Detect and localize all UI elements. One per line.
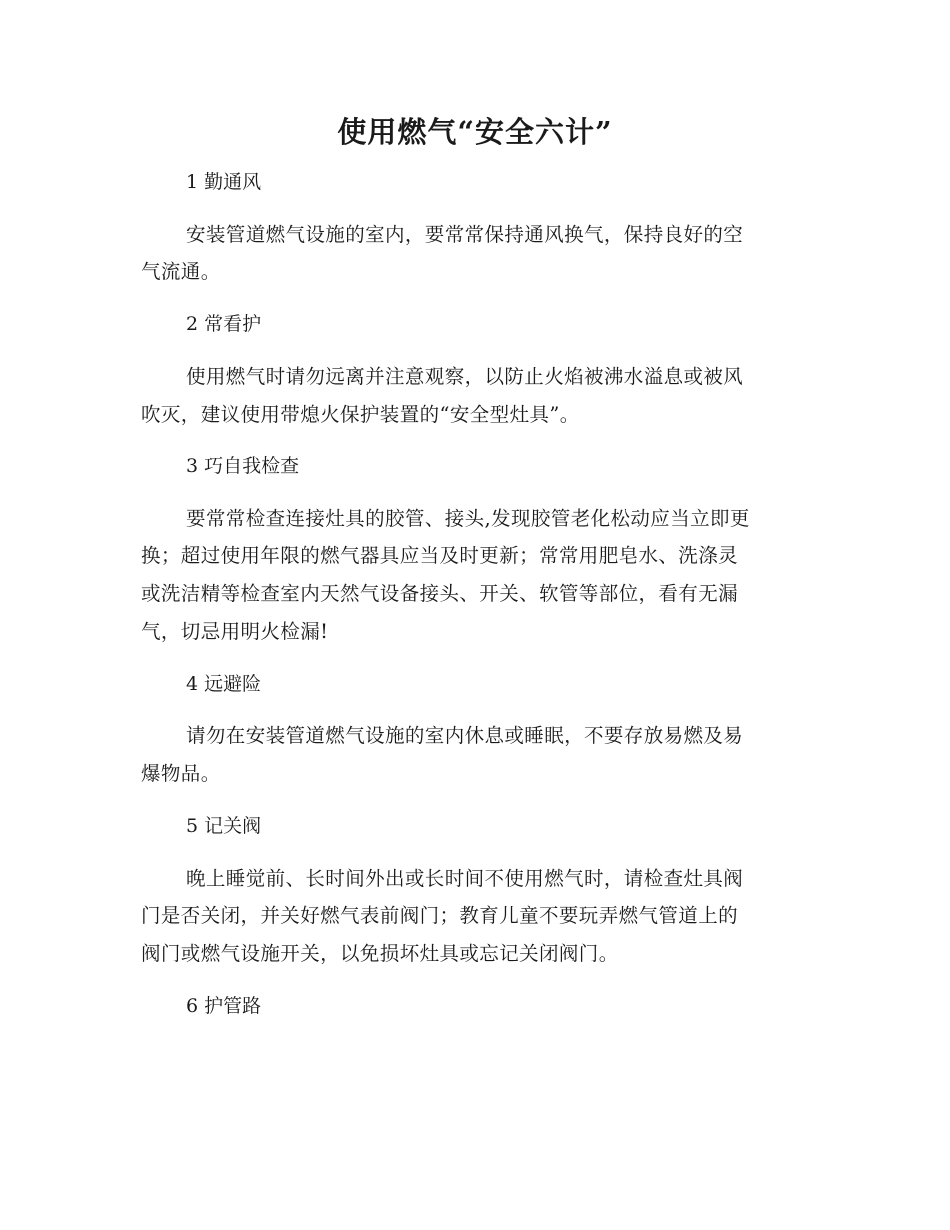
paragraph-line: 要常常检查连接灶具的胶管、接头,发现胶管老化松动应当立即更 xyxy=(186,507,750,530)
section-heading-6: 6 护管路 xyxy=(186,995,262,1017)
paragraph-line: 爆物品。 xyxy=(141,762,221,785)
section-heading-1: 1 勤通风 xyxy=(186,171,262,193)
paragraph-line: 使用燃气时请勿远离并注意观察，以防止火焰被沸水溢息或被风 xyxy=(186,365,744,388)
paragraph-line: 气，切忌用明火检漏! xyxy=(141,620,329,643)
paragraph-line: 门是否关闭，并关好燃气表前阀门；教育儿童不要玩弄燃气管道上的 xyxy=(141,904,739,927)
paragraph-line: 请勿在安装管道燃气设施的室内休息或睡眠，不要存放易燃及易 xyxy=(186,724,744,747)
paragraph-line: 吹灭，建议使用带熄火保护装置的“安全型灶具”。 xyxy=(141,403,580,426)
paragraph-line: 晚上睡觉前、长时间外出或长时间不使用燃气时，请检查灶具阀 xyxy=(186,867,744,890)
section-heading-4: 4 远避险 xyxy=(186,673,262,695)
paragraph-line: 换；超过使用年限的燃气器具应当及时更新；常常用肥皂水、洗涤灵 xyxy=(141,544,739,567)
section-heading-5: 5 记关阀 xyxy=(186,815,262,837)
page-title: 使用燃气“安全六计” xyxy=(337,115,613,149)
section-heading-3: 3 巧自我检查 xyxy=(186,455,300,477)
paragraph-line: 阀门或燃气设施开关，以免损坏灶具或忘记关闭阀门。 xyxy=(141,942,619,965)
paragraph-line: 或洗洁精等检查室内天然气设备接头、开关、软管等部位，看有无漏 xyxy=(141,582,739,605)
paragraph-line: 安装管道燃气设施的室内，要常常保持通风换气，保持良好的空 xyxy=(186,223,744,246)
paragraph-line: 气流通。 xyxy=(141,260,221,283)
section-heading-2: 2 常看护 xyxy=(186,313,262,335)
